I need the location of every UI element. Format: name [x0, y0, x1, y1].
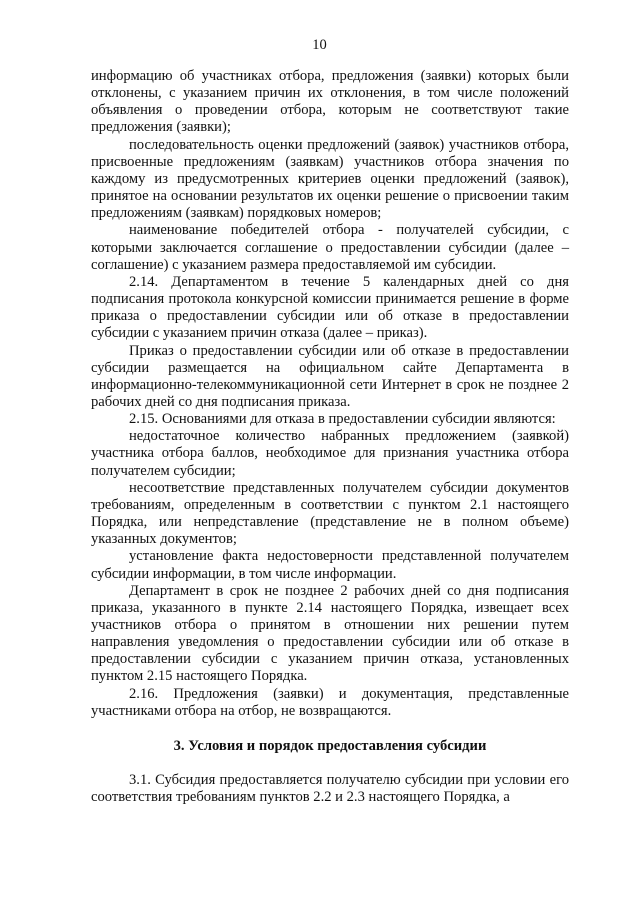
paragraph-order-publication: Приказ о предоставлении субсидии или об отказе в предоставлении субсидии размещается на официальном сайте Департамента в информационно-телекоммуникационной сети Интернет в срок не позднее 2 рабочих дней со дня подписания приказа.: [91, 342, 569, 410]
section-heading: 3. Условия и порядок предоставления субсидии: [173, 737, 487, 754]
paragraph-clause-2-15: 2.15. Основаниями для отказа в предоставлении субсидии являются:: [129, 411, 556, 428]
paragraph-rejected-participants-info: информацию об участниках отбора, предложения (заявки) которых были отклонены, с указанием причин их отклонения, в том числе положений объявления о проведении отбора, которым не соответствуют такие предложения (заявки);: [91, 68, 569, 136]
paragraph-clause-2-14: 2.14. Департаментом в течение 5 календарных дней со дня подписания протокола конкурсной комиссии принимается решение в форме приказа о предоставлении субсидии или об отказе в предоставлении субсидии с указанием причин отказа (далее – приказ).: [91, 273, 569, 342]
document-body: [91, 68, 569, 806]
page-number: 10: [312, 37, 327, 53]
paragraph-participant-notification: Департамент в срок не позднее 2 рабочих дней со дня подписания приказа, указанного в пункте 2.14 настоящего Порядка, извещает всех участников отбора о принятом в отношении них решении путем направления уведомления о предоставлении субсидии или об отказе в предоставлении субсидии с указанием причин отказа, установленных пунктом 2.15 настоящего Порядка.: [91, 582, 569, 685]
paragraph-winners-name: наименование победителей отбора - получателей субсидии, с которыми заключается соглашение о предоставлении субсидии (далее – соглашение) с указанием размера предоставляемой им субсидии.: [91, 222, 569, 273]
paragraph-evaluation-sequence: последовательность оценки предложений (заявок) участников отбора, присвоенные предложениям (заявкам) участников отбора значения по каждому из предусмотренных критериев оценки предложений (заявок), принятое на основании результатов их оценки решение о присвоении таким предложениям (заявкам) порядковых номеров;: [91, 136, 569, 222]
paragraph-clause-3-1: 3.1. Субсидия предоставляется получателю субсидии при условии его соответствия требованиям пунктов 2.2 и 2.3 настоящего Порядка, а: [91, 772, 569, 806]
paragraph-unreliable-information: установление факта недостоверности представленной получателем субсидии информации, в том числе информации.: [91, 548, 569, 582]
paragraph-insufficient-score: недостаточное количество набранных предложением (заявкой) участника отбора баллов, необходимое для признания участника отбора получателем субсидии;: [91, 428, 569, 479]
paragraph-clause-2-16: 2.16. Предложения (заявки) и документация, представленные участниками отбора на отбор, не возвращаются.: [91, 685, 569, 719]
paragraph-documents-mismatch: несоответствие представленных получателем субсидии документов требованиям, определенным в соответствии с пунктом 2.1 настоящего Порядка, или непредставление (представление не в полном объеме) указанных документов;: [91, 479, 569, 548]
